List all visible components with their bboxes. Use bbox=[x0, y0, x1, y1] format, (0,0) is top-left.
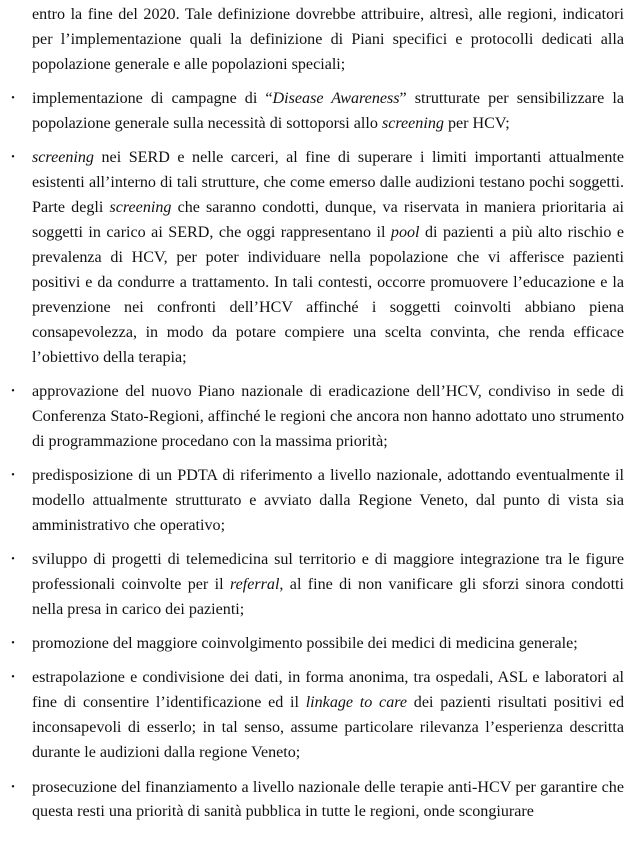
bullet-icon: • bbox=[11, 385, 15, 397]
text-segment: promozione del maggiore coinvolgimento possibile dei medici di medicina generale; bbox=[32, 635, 578, 653]
italic-term: referral bbox=[229, 575, 280, 593]
bullet-icon: • bbox=[11, 152, 15, 164]
bullet-icon: • bbox=[11, 781, 15, 793]
text-segment: ” strutturate per sensibilizzare la popolazione generale sulla necessità di sottoporsi allo bbox=[32, 90, 624, 133]
list-item-text bbox=[32, 776, 624, 826]
text-segment: implementazione di campagne di “ bbox=[32, 90, 273, 108]
italic-term: pool bbox=[390, 224, 420, 242]
list-item bbox=[11, 464, 624, 539]
intro-paragraph: entro la fine del 2020. Tale definizione dovrebbe attribuire, altresì, alle regioni, indicatori per l’implementazione quali la definizione di Piani specifici e protocolli dedicati alla popolazione generale e alle popolazioni speciali; bbox=[32, 6, 624, 73]
text-segment: per HCV; bbox=[443, 115, 510, 133]
list-item bbox=[11, 666, 624, 766]
list-item bbox=[11, 87, 624, 137]
text-segment: che saranno condotti, dunque, va riservata in maniera prioritaria ai soggetti in carico ai SERD, che oggi rappresentano il bbox=[32, 199, 624, 242]
text-segment: sviluppo di progetti di telemedicina sul territorio e di maggiore integrazione tra le figure professionali coinvolte per il bbox=[32, 551, 624, 593]
italic-term: linkage to care bbox=[305, 694, 408, 712]
bullet-icon: • bbox=[11, 672, 15, 684]
text-segment: di pazienti a più alto rischio e prevalenza di HCV, per poter individuare nella popolazione che vi afferisce pazienti positivi e da condurre a trattamento. In tali contesti, occorre promuovere l’educazione e la prevenzione nei confronti dell’HCV affinché i soggetti coinvolti abbiano piena consapevolezza, in modo da potare compiere una scelta convinta, che renda efficace l’obiettivo della terapia; bbox=[32, 224, 625, 366]
italic-term: Disease Awareness bbox=[272, 90, 400, 108]
list-item-text bbox=[32, 87, 624, 137]
italic-term: screening bbox=[32, 149, 94, 167]
text-segment: nei SERD e nelle carceri, al fine di superare i limiti importanti attualmente esistenti all’interno di tali strutture, che come emerso dalle audizioni testano pochi soggetti. Parte degli bbox=[32, 149, 624, 217]
bullet-icon: • bbox=[11, 554, 15, 566]
list-item-text bbox=[32, 146, 624, 370]
list-item bbox=[11, 632, 624, 657]
text-segment: predisposizione di un PDTA di riferimento a livello nazionale, adottando eventualmente il modello attualmente strutturato e avviato dalla Regione Veneto, dal punto di vista sia amministrativo che operativo; bbox=[32, 466, 624, 534]
list-item-text bbox=[32, 666, 624, 766]
text-segment: approvazione del nuovo Piano nazionale di eradicazione dell’HCV, condiviso in sede di Conferenza Stato-Regioni, affinché le regioni che ancora non hanno adottato uno strumento di programmazione procedano con la massima priorità; bbox=[32, 382, 624, 450]
list-item bbox=[11, 146, 625, 370]
text-segment: estrapolazione e condivisione dei dati, in forma anonima, tra ospedali, ASL e laboratori al fine di consentire l’identificazione ed il bbox=[32, 669, 624, 712]
bullet-icon: • bbox=[11, 469, 15, 481]
text-segment: prosecuzione del finanziamento a livello nazionale delle terapie anti-HCV per garantire che questa resti una priorità di sanità pubblica in tutte le regioni, onde scongiurare bbox=[32, 778, 624, 821]
list-item-text bbox=[32, 464, 624, 539]
italic-term: screening bbox=[109, 199, 172, 217]
text-segment: , al fine di non vanificare gli sforzi sinora condotti nella presa in carico dei pazienti; bbox=[32, 575, 624, 618]
bullet-icon: • bbox=[11, 638, 15, 650]
list-item-text bbox=[32, 632, 624, 657]
list-item bbox=[11, 548, 624, 623]
italic-term: screening bbox=[381, 115, 444, 133]
list-item bbox=[11, 380, 624, 455]
text-segment: dei pazienti risultati positivi ed inconsapevoli di esserlo; in tal senso, assume particolare rilevanza l’esperienza descritta durante le audizioni dalla regione Veneto; bbox=[32, 694, 624, 762]
bullet-icon: • bbox=[11, 93, 15, 105]
list-item-text bbox=[32, 548, 624, 623]
list-item-text bbox=[32, 380, 624, 455]
list-item bbox=[11, 776, 624, 826]
bullet-list bbox=[11, 87, 625, 825]
